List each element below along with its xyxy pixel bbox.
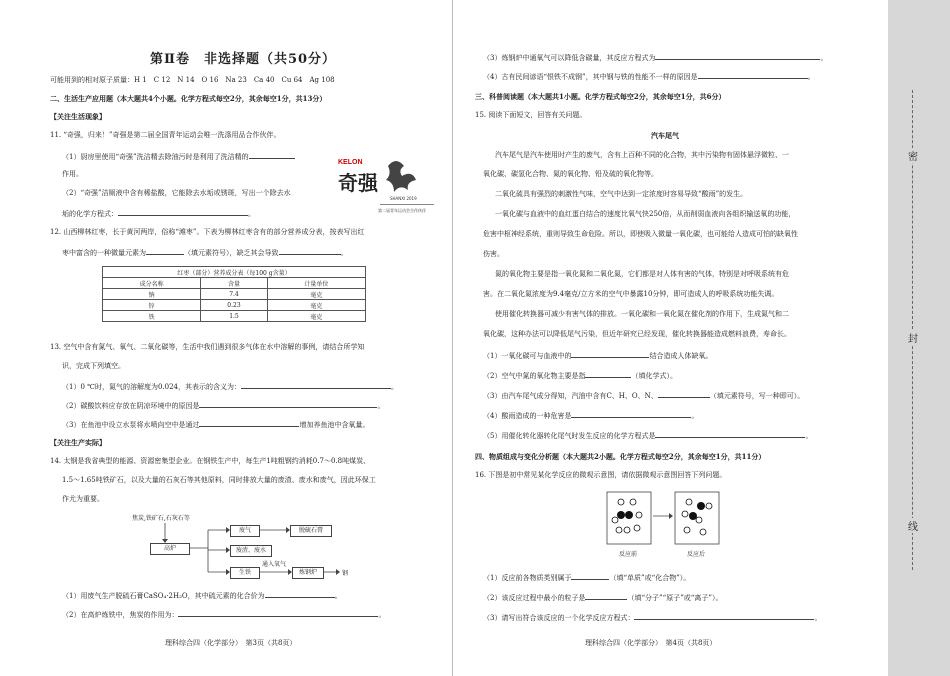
before-label: 反应前 bbox=[619, 551, 638, 558]
qiqiang-sponsor-logo bbox=[336, 152, 436, 214]
q15-part1: （1）一氧化碳可与血液中的 结合造成人体缺氧。 bbox=[483, 352, 713, 360]
q13-line1: 13. 空气中含有氮气、氧气、二氧化碳等，生活中我们遇到很多气体在水中溶解的事例，请结合所学知 bbox=[50, 343, 365, 351]
answer-blank[interactable] bbox=[199, 400, 377, 408]
table-header: 成分名称 bbox=[103, 278, 201, 289]
answer-blank[interactable] bbox=[585, 370, 631, 378]
table-cell: 锌 bbox=[103, 300, 201, 311]
answer-blank[interactable] bbox=[178, 609, 378, 617]
binding-strip bbox=[888, 0, 950, 676]
answer-blank[interactable] bbox=[279, 247, 341, 255]
page-divider bbox=[452, 0, 453, 676]
flow-inputs-label: 焦炭,铁矿石,石灰石等 bbox=[132, 515, 190, 522]
answer-blank[interactable] bbox=[249, 151, 295, 159]
answer-blank[interactable] bbox=[265, 590, 335, 598]
table-cell: 毫克 bbox=[267, 300, 365, 311]
table-title: 红枣（部分）营养成分表（每100 g含量） bbox=[103, 267, 366, 278]
q13-part3: （3）在鱼池中设立水泵将水喷向空中是通过 增加养鱼池中含氧量。 bbox=[62, 421, 370, 429]
answer-blank[interactable] bbox=[146, 247, 184, 255]
after-label: 反应后 bbox=[687, 551, 706, 558]
q15-part5: （5）用催化转化器转化尾气时发生反应的化学方程式是 。 bbox=[483, 432, 813, 440]
q16-part2: （2）该反应过程中最小的粒子是 （填“分子”“原子”或“离子”）。 bbox=[483, 594, 723, 602]
article-title: 汽车尾气 bbox=[651, 131, 679, 140]
q15-part3: （3）由汽车尾气成分得知，汽油中含有C、H、O、N、 （填元素符号，写一种即可）。 bbox=[483, 392, 805, 400]
q13-line2: 识，完成下列填空。 bbox=[62, 362, 125, 370]
article-line: 一氧化碳与血液中的血红蛋白结合的速度比氧气快250倍，从而削弱血液向各组织输送氧的功能， bbox=[495, 210, 796, 218]
q15-part4: （4）酸雨造成的一种危害是 。 bbox=[483, 412, 699, 420]
answer-blank[interactable] bbox=[571, 410, 691, 418]
article-line: 汽车尾气是汽车使用时产生的废气，含有上百种不同的化合物，其中污染物有固体悬浮微粒、一 bbox=[495, 151, 789, 159]
answer-blank[interactable] bbox=[585, 592, 627, 600]
svg-text:奇强: 奇强 bbox=[338, 171, 378, 195]
q14-part3: （3）炼钢炉中通氧气可以降低含碳量，其反应方程式为 。 bbox=[483, 54, 828, 62]
fold-mark: 封 bbox=[905, 330, 921, 345]
table-cell: 钠 bbox=[103, 289, 201, 300]
answer-blank[interactable] bbox=[698, 71, 808, 79]
seal-mark: 密 bbox=[905, 148, 921, 163]
focus-production-heading: 【关注生产实际】 bbox=[50, 438, 106, 447]
flow-blast-furnace: 高炉 bbox=[150, 543, 190, 555]
right-page bbox=[455, 0, 885, 676]
table-cell: 7.4 bbox=[201, 289, 268, 300]
q14-part2: （2）在高炉炼铁中，焦炭的作用为： 。 bbox=[62, 611, 386, 619]
table-cell: 铁 bbox=[103, 311, 201, 322]
flow-steel-label: 钢 bbox=[342, 570, 349, 577]
q16-part1: （1）反应前各物质类别属于 （填“单质”或“化合物”）。 bbox=[483, 574, 691, 582]
answer-blank[interactable] bbox=[199, 419, 299, 427]
article-line: 氧化碳，这种办法可以降低尾气污染，但近年研究已经发现，催化转换器能造成燃料浪费，寿命长。 bbox=[483, 330, 791, 338]
flow-steel-furnace: 炼钢炉 bbox=[292, 567, 324, 579]
table-cell: 毫克 bbox=[267, 311, 365, 322]
qiqiang-logo-graphic bbox=[336, 152, 436, 214]
q14-line3: 作尤为重要。 bbox=[62, 495, 104, 503]
table-header: 含量 bbox=[201, 278, 268, 289]
q11-part2-tail: 垢的化学方程式： 。 bbox=[62, 210, 255, 218]
answer-blank[interactable] bbox=[634, 612, 814, 620]
article-line: 害。在二氧化氮浓度为9.4毫克/立方米的空气中暴露10分钟，即可造成人的呼吸系统功能失调。 bbox=[483, 290, 779, 298]
table-header: 计量单位 bbox=[267, 278, 365, 289]
table-row bbox=[103, 300, 366, 311]
line-mark: 线 bbox=[905, 518, 921, 533]
answer-blank[interactable] bbox=[571, 572, 609, 580]
section-2-heading: 二、生活生产应用题（本大题共4个小题。化学方程式每空2分，其余每空1分，共13分） bbox=[50, 94, 327, 103]
svg-text:第二届青年运动会合作伙伴: 第二届青年运动会合作伙伴 bbox=[378, 208, 426, 213]
q11-part1-tail: 作用。 bbox=[62, 170, 83, 178]
right-footer: 理科综合四（化学部分） 第4页（共8页） bbox=[585, 639, 717, 647]
svg-text:SHANXI 2019: SHANXI 2019 bbox=[390, 196, 417, 201]
answer-blank[interactable] bbox=[655, 430, 805, 438]
flow-oxygen-label: 通入氧气 bbox=[262, 561, 287, 568]
flow-pig-iron: 生铁 bbox=[230, 567, 260, 579]
page-title: 第Ⅱ卷 非选择题（共50分） bbox=[150, 52, 337, 67]
article-line: 危害中枢神经系统，重则导致生命危险。所以，即使吸入微量一氧化碳，也可能给人造成可怕的缺氧性 bbox=[483, 230, 798, 238]
left-page bbox=[0, 0, 450, 676]
q14-part4: （4）古有民间谚语“恨铁不成钢”，其中钢与铁的性能不一样的原因是 。 bbox=[483, 73, 815, 81]
q11-part1: （1）厨房里使用“奇强”洗洁精去除油污时是利用了洗洁精的 bbox=[62, 151, 295, 162]
table-row bbox=[103, 311, 366, 322]
q12-line1: 12. 山西柳林红枣，长于黄河两岸，俗称“滩枣”。下表为柳林红枣含有的部分营养成分表，按表写出红 bbox=[50, 228, 365, 236]
q14-part1: （1）用废气生产脱硫石膏CaSO₄·2H₂O，其中硫元素的化合价为 。 bbox=[62, 592, 342, 600]
article-line: 使用催化转换器可减少有害气体的排放。一氧化碳和一氧化氮在催化剂的作用下，生成氮气和二 bbox=[495, 310, 789, 318]
table-row bbox=[103, 289, 366, 300]
table-cell: 1.5 bbox=[201, 311, 268, 322]
section-4-heading: 四、物质组成与变化分析题（本大题共2小题。化学方程式每空2分，其余每空1分，共11分） bbox=[475, 452, 766, 461]
answer-blank[interactable] bbox=[241, 381, 391, 389]
focus-life-heading: 【关注生活现象】 bbox=[50, 112, 106, 121]
answer-blank[interactable] bbox=[655, 52, 820, 60]
atomic-masses: 可能用到的相对原子质量：H 1 C 12 N 14 O 16 Na 23 Ca 40 Cu 64 Ag 108 bbox=[50, 76, 335, 84]
q11-part2: （2）“奇强”洁厕液中含有稀盐酸，它能除去水垢或锈斑，写出一个除去水 bbox=[62, 189, 291, 197]
q14-line1: 14. 太钢是我省典型的能源、资源密集型企业。在钢铁生产中，每生产1吨粗钢约消耗0.7～0.8吨煤炭、 bbox=[50, 457, 371, 465]
answer-blank[interactable] bbox=[571, 350, 649, 358]
article-line: 氧化碳、碳氢化合物、氮的氧化物、铅及硫的氧化物等。 bbox=[483, 170, 658, 178]
flow-desulfur-gypsum: 脱硫石膏 bbox=[290, 525, 332, 537]
svg-text:KELON: KELON bbox=[338, 159, 363, 166]
answer-blank[interactable] bbox=[118, 208, 248, 216]
q16-part3: （3）请写出符合该反应的一个化学反应方程式： 。 bbox=[483, 614, 822, 622]
flow-slag-water: 废渣、废水 bbox=[230, 545, 272, 557]
q14-line2: 1.5～1.65吨铁矿石，以及大量的石灰石等其他原料，同时排放大量的废渣、废水和废气，因此环保工 bbox=[62, 476, 376, 484]
nutrition-table bbox=[102, 266, 366, 322]
q16-stem: 16. 下图是初中常见某化学反应的微观示意图，请依据微观示意图回答下列问题。 bbox=[475, 471, 727, 479]
q13-part1: （1）0 ℃时，氮气的溶解度为0.024，其表示的含义为： 。 bbox=[62, 383, 399, 391]
section-3-heading: 三、科普阅读题（本大题共1小题。化学方程式每空2分，其余每空1分，共6分） bbox=[475, 92, 726, 101]
left-footer: 理科综合四（化学部分） 第3页（共8页） bbox=[165, 639, 297, 647]
q15-part2: （2）空气中氮的氧化物主要是指 （填化学式）。 bbox=[483, 372, 677, 380]
answer-blank[interactable] bbox=[658, 390, 710, 398]
article-line: 二氧化硫具有强烈的刺激性气味，空气中达到一定浓度时容易导致“酸雨”的发生。 bbox=[495, 190, 748, 198]
flow-waste-gas: 废气 bbox=[230, 525, 260, 537]
article-line: 伤害。 bbox=[483, 250, 504, 258]
article-line: 氮的氧化物主要是指一氧化氮和二氧化氮，它们都是对人体有害的气体，特别是对呼吸系统有危 bbox=[495, 270, 789, 278]
q15-stem: 15. 阅读下面短文，回答有关问题。 bbox=[475, 111, 587, 119]
games-emblem-icon bbox=[386, 161, 416, 192]
q12-line2: 枣中富含的一种微量元素为 （填元素符号），缺乏其会导致 。 bbox=[62, 249, 348, 257]
q11-stem: 11. “奇强，归来！”奇强是第二届全国青年运动会唯一洗涤用品合作伙伴。 bbox=[50, 131, 281, 139]
q13-part2: （2）碳酸饮料应存放在阴凉环境中的原因是 。 bbox=[62, 402, 385, 410]
table-cell: 0.23 bbox=[201, 300, 268, 311]
table-cell: 毫克 bbox=[267, 289, 365, 300]
